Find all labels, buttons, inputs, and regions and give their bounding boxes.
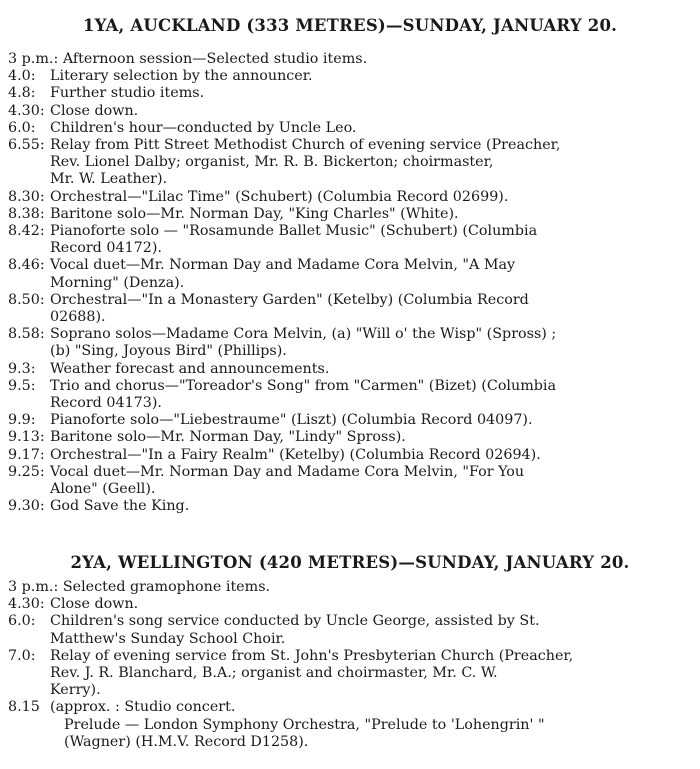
programme-entry: 6.0: Children's song service conducted by Uncle George, assisted by St. Matthew's Sunday School Choir.	[8, 613, 540, 647]
programme-entry: 3 p.m.: Afternoon session—Selected studio items.	[8, 51, 368, 67]
programme-entry: 8.30: Orchestral—"Lilac Time" (Schubert) (Columbia Record 02699).	[8, 188, 509, 205]
programme-list-1ya	[8, 51, 688, 515]
programme-entry: 9.17: Orchestral—"In a Fairy Realm" (Ketelby) (Columbia Record 02694).	[8, 446, 541, 463]
programme-entry: 9.25: Vocal duet—Mr. Norman Day and Madame Cora Melvin, "For You Alone" (Geell).	[8, 463, 525, 498]
programme-entry: 9.9: Pianoforte solo—"Liebestraume" (Liszt) (Columbia Record 04097).	[8, 412, 533, 429]
programme-entry: 8.46: Vocal duet—Mr. Norman Day and Madame Cora Melvin, "A May Morning" (Denza).	[8, 257, 516, 291]
programme-entry: 8.58: Soprano solos—Madame Cora Melvin, (a) "Will o' the Wisp" (Spross) ; (b) "Sing, Joyous Bird" (Phillips).	[8, 326, 557, 360]
programme-list-2ya	[8, 579, 688, 751]
programme-entry: 7.0: Relay of evening service from St. John's Presbyterian Church (Preacher, Rev. J. R. Blanchard, B.A.; organist and choirmaster, Mr. C. W. Kerry).	[8, 647, 574, 699]
programme-entry: 4.0: Literary selection by the announcer.	[8, 68, 313, 85]
programme-entry: 4.30: Close down.	[8, 102, 139, 119]
programme-entry: 3 p.m.: Selected gramophone items.	[8, 579, 271, 595]
programme-entry: 4.30: Close down.	[8, 596, 139, 613]
programme-entry: 6.0: Children's hour—conducted by Uncle Leo.	[8, 119, 357, 136]
programme-entry: 9.5: Trio and chorus—"Toreador's Song" from "Carmen" (Bizet) (Columbia Record 04173).	[8, 377, 557, 412]
programme-entry: 4.8: Further studio items.	[8, 85, 205, 102]
programme-entry: 9.30: God Save the King.	[8, 498, 190, 515]
programme-entry: 8.42: Pianoforte solo — "Rosamunde Ballet Music" (Schubert) (Columbia Record 04172).	[8, 223, 538, 257]
programme-entry: 9.13: Baritone solo—Mr. Norman Day, "Lindy" Spross).	[8, 429, 406, 446]
programme-entry: 8.15 (approx. : Studio concert. Prelude — London Symphony Orchestra, "Prelude to 'Lohengrin' " (Wagner) (H.M.V. Record D1258).	[8, 699, 545, 750]
section-heading-1ya: 1YA, AUCKLAND (333 METRES)—SUNDAY, JANUARY 20.	[82, 16, 618, 35]
programme-entry: 9.3: Weather forecast and announcements.	[8, 360, 330, 377]
programme-entry: 8.38: Baritone solo—Mr. Norman Day, "King Charles" (White).	[8, 205, 459, 222]
programme-entry: 8.50: Orchestral—"In a Monastery Garden" (Ketelby) (Columbia Record 02688).	[8, 291, 529, 326]
section-heading-2ya: 2YA, WELLINGTON (420 METRES)—SUNDAY, JANUARY 20.	[70, 553, 630, 572]
programme-entry: 6.55: Relay from Pitt Street Methodist Church of evening service (Preacher, Rev. Lionel Dalby; organist, Mr. R. B. Bickerton; choirmaster, Mr. W. Leather).	[8, 137, 561, 188]
